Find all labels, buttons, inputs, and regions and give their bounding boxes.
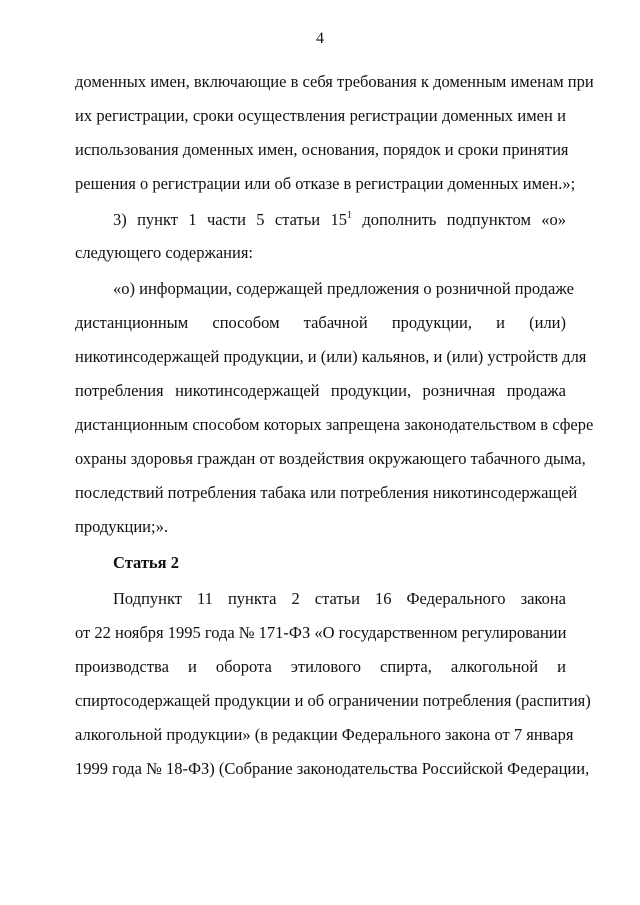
item-3-superscript: 1 [346,210,352,221]
paragraph-line: дистанционным способом табачной продукции, и (или) [75,313,566,332]
paragraph-line: дистанционным способом которых запрещена законодательством в сфере [75,415,594,434]
item-3-text-end: дополнить подпунктом «о» [351,210,566,229]
article-heading: Статья 2 [113,553,179,572]
paragraph-line: 1999 года № 18-ФЗ) (Собрание законодательства Российской Федерации, [75,759,590,778]
paragraph-line: потребления никотинсодержащей продукции, розничная продажа [75,381,566,400]
paragraph-line: производства и оборота этилового спирта, алкогольной и [75,657,566,676]
paragraph-line: охраны здоровья граждан от воздействия окружающего табачного дыма, [75,449,586,468]
paragraph-line: последствий потребления табака или потребления никотинсодержащей [75,483,578,502]
paragraph-line: следующего содержания: [75,243,254,262]
paragraph-line: от 22 ноября 1995 года № 171-ФЗ «О государственном регулировании [75,623,567,642]
paragraph-line: использования доменных имен, основания, порядок и сроки принятия [75,140,569,159]
item-3-text: 3) пункт 1 части 5 статьи 15 [113,210,347,229]
paragraph-line: их регистрации, сроки осуществления регистрации доменных имен и [75,106,566,125]
paragraph-line: доменных имен, включающие в себя требования к доменным именам при [75,72,594,91]
paragraph-line: никотинсодержащей продукции, и (или) кальянов, и (или) устройств для [75,347,587,366]
paragraph-line: Подпункт 11 пункта 2 статьи 16 Федерального закона [113,589,566,608]
paragraph-line: алкогольной продукции» (в редакции Федерального закона от 7 января [75,725,574,744]
paragraph-line: спиртосодержащей продукции и об ограничении потребления (распития) [75,691,591,710]
paragraph-line: продукции;». [75,517,168,536]
paragraph-line: решения о регистрации или об отказе в регистрации доменных имен.»; [75,174,576,193]
paragraph-line: «о) информации, содержащей предложения о розничной продаже [113,279,574,298]
item-3-line [113,210,566,230]
page-number: 4 [316,30,324,47]
